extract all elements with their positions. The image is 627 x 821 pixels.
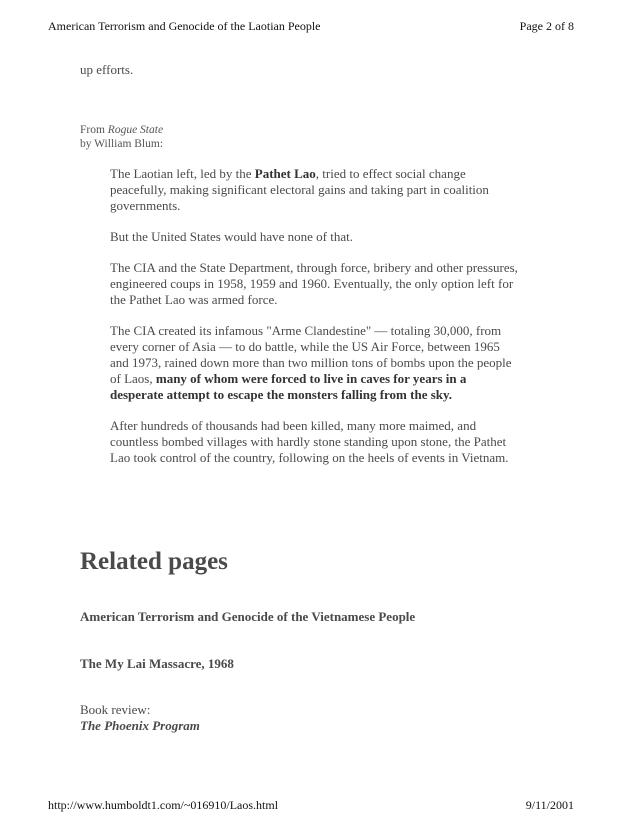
blockquote [110,166,520,481]
print-footer-url: http://www.humboldt1.com/~016910/Laos.html [48,798,279,812]
intro-tail-text: up efforts. [80,62,134,77]
source-book-title: Rogue State [107,124,164,136]
quote-p4-bold: many of whom were forced to live in caves for years in a desperate attempt to escape the monsters falling from the sky. [110,371,467,402]
related-link-vietnamese[interactable]: American Terrorism and Genocide of the Vietnamese People [80,609,416,624]
quote-paragraph-4 [110,323,520,403]
quote-paragraph-3: The CIA and the State Department, through force, bribery and other pressures, engineered coups in 1958, 1959 and 1960. Eventually, the only option left for the Pathet Lao was armed force. [110,260,518,307]
source-author: by William Blum: [80,138,164,150]
related-link-my-lai[interactable]: The My Lai Massacre, 1968 [80,656,234,671]
source-attribution [80,123,163,151]
quote-paragraph-2: But the United States would have none of that. [110,229,353,244]
quote-p1-after: , tried to effect social change peacefully, making significant electoral gains and taking part in coalition governments. [110,166,489,213]
quote-paragraph-1 [110,166,520,214]
print-page-number: Page 2 of 8 [519,19,574,33]
related-pages-heading: Related pages [80,548,228,575]
quote-p4-before: The CIA created its infamous "Arme Clandestine" — totaling 30,000, from every corner of Asia — to do battle, while the US Air Force, between 1965 and 1973, rained down more than two million tons of bombs upon the people of Laos, [110,323,512,386]
from-prefix: From [80,124,105,136]
print-header-title: American Terrorism and Genocide of the Laotian People [48,19,321,33]
book-review-label: Book review: [80,702,151,717]
quote-p1-before: The Laotian left, led by the [110,166,252,181]
print-footer-date: 9/11/2001 [525,798,574,812]
book-review [80,702,200,734]
book-review-link[interactable]: The Phoenix Program [80,718,200,733]
quote-paragraph-5: After hundreds of thousands had been killed, many more maimed, and countless bombed villages with hardly stone standing upon stone, the Pathet Lao took control of the country, following on the heels of events in Vietnam. [110,418,509,465]
quote-p1-bold: Pathet Lao [254,166,316,181]
